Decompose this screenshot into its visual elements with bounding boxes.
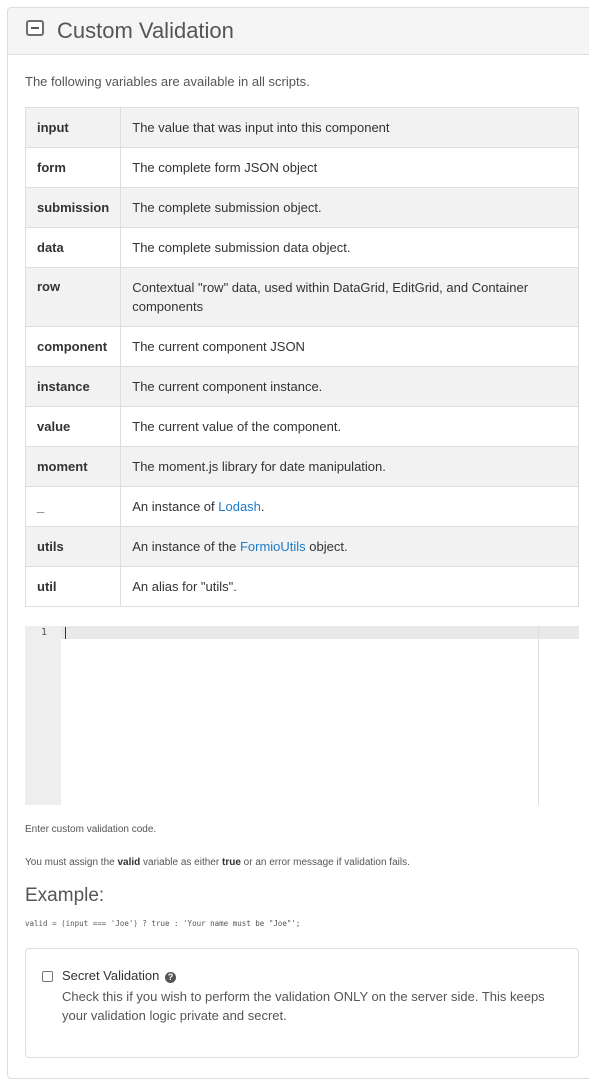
var-name: _ [26, 487, 121, 527]
code-editor[interactable] [25, 626, 579, 805]
var-desc: The current component JSON [121, 327, 579, 367]
var-desc: Contextual "row" data, used within DataGrid, EditGrid, and Container components [121, 268, 579, 327]
table-row [26, 268, 579, 327]
var-name: value [26, 407, 121, 447]
table-row [26, 487, 579, 527]
editor-help-text: Enter custom validation code. [25, 824, 157, 835]
var-name: data [26, 228, 121, 268]
var-desc: The current value of the component. [121, 407, 579, 447]
table-row [26, 447, 579, 487]
var-desc: An alias for "utils". [121, 567, 579, 607]
table-row [26, 108, 579, 148]
secret-validation-checkbox[interactable] [42, 971, 53, 982]
formioutils-link[interactable]: FormioUtils [239, 539, 306, 554]
var-name: component [26, 327, 121, 367]
variables-intro: The following variables are available in all scripts. [25, 74, 310, 89]
editor-print-margin [538, 626, 539, 805]
line-number: 1 [40, 627, 47, 638]
secret-validation-description: Check this if you wish to perform the validation ONLY on the server side. This keeps your validation logic private and secret. [62, 989, 545, 1023]
var-name: row [26, 268, 121, 327]
table-row [26, 407, 579, 447]
active-line[interactable] [61, 626, 579, 639]
table-row [26, 527, 579, 567]
question-circle-icon[interactable]: ? [165, 972, 176, 983]
table-row [26, 367, 579, 407]
var-desc: The moment.js library for date manipulation. [121, 447, 579, 487]
secret-validation-label[interactable]: Secret Validation ? [62, 968, 176, 983]
panel-heading [8, 8, 589, 55]
table-row [26, 228, 579, 268]
text-cursor [65, 627, 66, 639]
var-desc: An instance of the FormioUtils object. [121, 527, 579, 567]
secret-validation-well [25, 948, 579, 1058]
collapse-icon[interactable] [26, 20, 44, 36]
table-row [26, 188, 579, 228]
var-name: utils [26, 527, 121, 567]
var-name: form [26, 148, 121, 188]
var-name: moment [26, 447, 121, 487]
var-desc: The complete submission object. [121, 188, 579, 228]
table-row [26, 148, 579, 188]
example-code: valid = (input === 'Joe') ? true : 'Your name must be "Joe"'; [25, 919, 301, 928]
variables-table [25, 107, 579, 607]
var-name: instance [26, 367, 121, 407]
var-name: util [26, 567, 121, 607]
var-desc: The complete form JSON object [121, 148, 579, 188]
var-name: submission [26, 188, 121, 228]
valid-help-text: You must assign the valid variable as either true or an error message if validation fails. [25, 857, 410, 868]
var-desc: An instance of Lodash. [121, 487, 579, 527]
lodash-link[interactable]: Lodash [218, 499, 261, 514]
var-desc: The value that was input into this component [121, 108, 579, 148]
example-heading: Example: [25, 885, 105, 906]
editor-gutter [25, 626, 61, 805]
panel-title: Custom Validation [57, 18, 234, 43]
var-name: input [26, 108, 121, 148]
var-desc: The current component instance. [121, 367, 579, 407]
table-row [26, 567, 579, 607]
var-desc: The complete submission data object. [121, 228, 579, 268]
table-row [26, 327, 579, 367]
